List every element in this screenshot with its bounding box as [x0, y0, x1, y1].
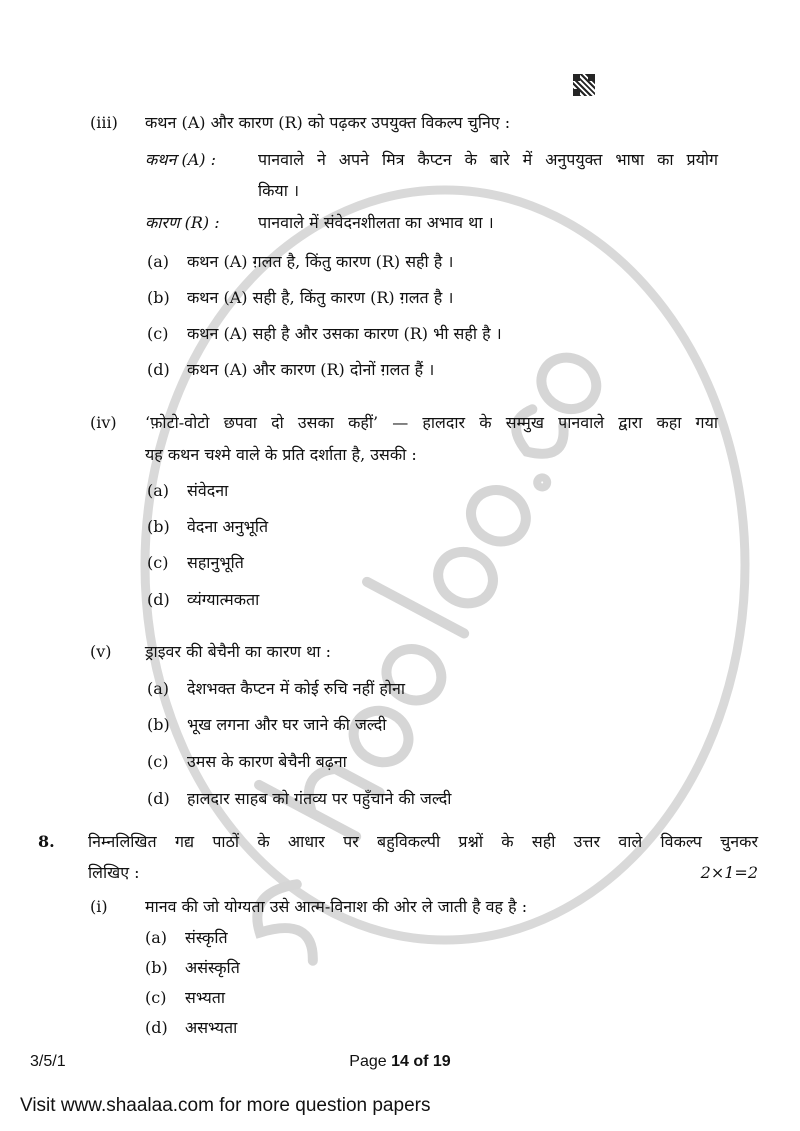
watermark-stroke [537, 477, 548, 488]
question-number: (iv) [90, 413, 117, 432]
option-label: (c) [147, 324, 169, 343]
option-label: (d) [147, 789, 170, 808]
watermark-stroke [429, 542, 502, 612]
option-text: व्यंग्यात्मकता [187, 590, 260, 609]
page-number [0, 1049, 800, 1075]
watermark-stroke [367, 582, 464, 634]
assertion-text-cont: किया । [258, 181, 300, 200]
marks: 2×1=2 [700, 863, 758, 882]
question-number: (v) [90, 642, 112, 661]
option-label: (a) [147, 481, 170, 500]
visit-link[interactable]: Visit www.shaalaa.com for more question papers [20, 1095, 431, 1116]
option-text: कथन (A) सही है और उसका कारण (R) भी सही है । [187, 324, 502, 343]
question-stem: निम्नलिखित गद्य पाठों के आधार पर बहुविकल्पी प्रश्नों के सही उत्तर वाले विकल्प चुनकर [88, 832, 758, 851]
watermark-stroke [532, 348, 605, 418]
reason-text: पानवाले में संवेदनशीलता का अभाव था । [258, 213, 494, 232]
paper-code: 3/5/1 [30, 1053, 66, 1070]
option-text: असंस्कृति [185, 958, 240, 977]
option-label: (d) [145, 1018, 168, 1037]
option-text: उमस के कारण बेचैनी बढ़ना [187, 752, 347, 771]
question-stem-cont: यह कथन चश्मे वाले के प्रति दर्शाता है, उसकी : [145, 445, 417, 464]
option-text: असभ्यता [185, 1018, 238, 1037]
page-current: 14 [391, 1053, 409, 1070]
question-stem-cont: लिखिए : [88, 863, 140, 882]
option-label: (b) [147, 517, 170, 536]
option-text: संवेदना [187, 481, 229, 500]
option-label: (d) [147, 590, 170, 609]
page-prefix: Page [349, 1053, 392, 1070]
option-label: (b) [147, 715, 170, 734]
option-label: (c) [147, 752, 169, 771]
option-text: सभ्यता [185, 988, 226, 1007]
option-text: कथन (A) सही है, किंतु कारण (R) ग़लत है । [187, 288, 454, 307]
watermark-stroke [462, 481, 535, 551]
question-stem: मानव की जो योग्यता उसे आत्म-विनाश की ओर ले जाती है वह है : [145, 897, 528, 916]
assertion-label: कथन (A) : [145, 150, 216, 169]
question-number: (iii) [90, 113, 118, 132]
option-label: (a) [147, 252, 170, 271]
page-of: of [408, 1053, 433, 1070]
option-text: हालदार साहब को गंतव्य पर पहुँचाने की जल्दी [187, 789, 452, 808]
option-label: (b) [145, 958, 168, 977]
option-text: भूख लगना और घर जाने की जल्दी [187, 715, 387, 734]
option-label: (a) [147, 679, 170, 698]
option-label: (c) [147, 553, 169, 572]
option-text: कथन (A) और कारण (R) दोनों ग़लत हैं । [187, 360, 435, 379]
option-text: सहानुभूति [187, 553, 244, 572]
question-stem: ड्राइवर की बेचैनी का कारण था : [145, 642, 332, 661]
option-label: (b) [147, 288, 170, 307]
option-text: संस्कृति [185, 928, 228, 947]
question-stem: कथन (A) और कारण (R) को पढ़कर उपयुक्त विकल्प चुनिए : [145, 113, 511, 132]
option-text: कथन (A) ग़लत है, किंतु कारण (R) सही है । [187, 252, 454, 271]
option-label: (c) [145, 988, 167, 1007]
option-text: देशभक्त कैप्टन में कोई रुचि नहीं होना [187, 679, 405, 698]
qr-code-icon [573, 74, 595, 96]
page-total: 19 [432, 1053, 451, 1070]
option-label: (d) [147, 360, 170, 379]
question-stem: ‘फ़ोटो-वोटो छपवा दो उसका कहीं’ — हालदार के सम्मुख पानवाले द्वारा कहा गया [145, 413, 718, 432]
reason-label: कारण (R) : [145, 213, 220, 232]
assertion-text: पानवाले ने अपने मित्र कैप्टन के बारे में अनुपयुक्त भाषा का प्रयोग [258, 150, 718, 169]
question-number: (i) [90, 897, 108, 916]
question-number: 8. [38, 832, 55, 851]
option-label: (a) [145, 928, 168, 947]
option-text: वेदना अनुभूति [187, 517, 269, 536]
